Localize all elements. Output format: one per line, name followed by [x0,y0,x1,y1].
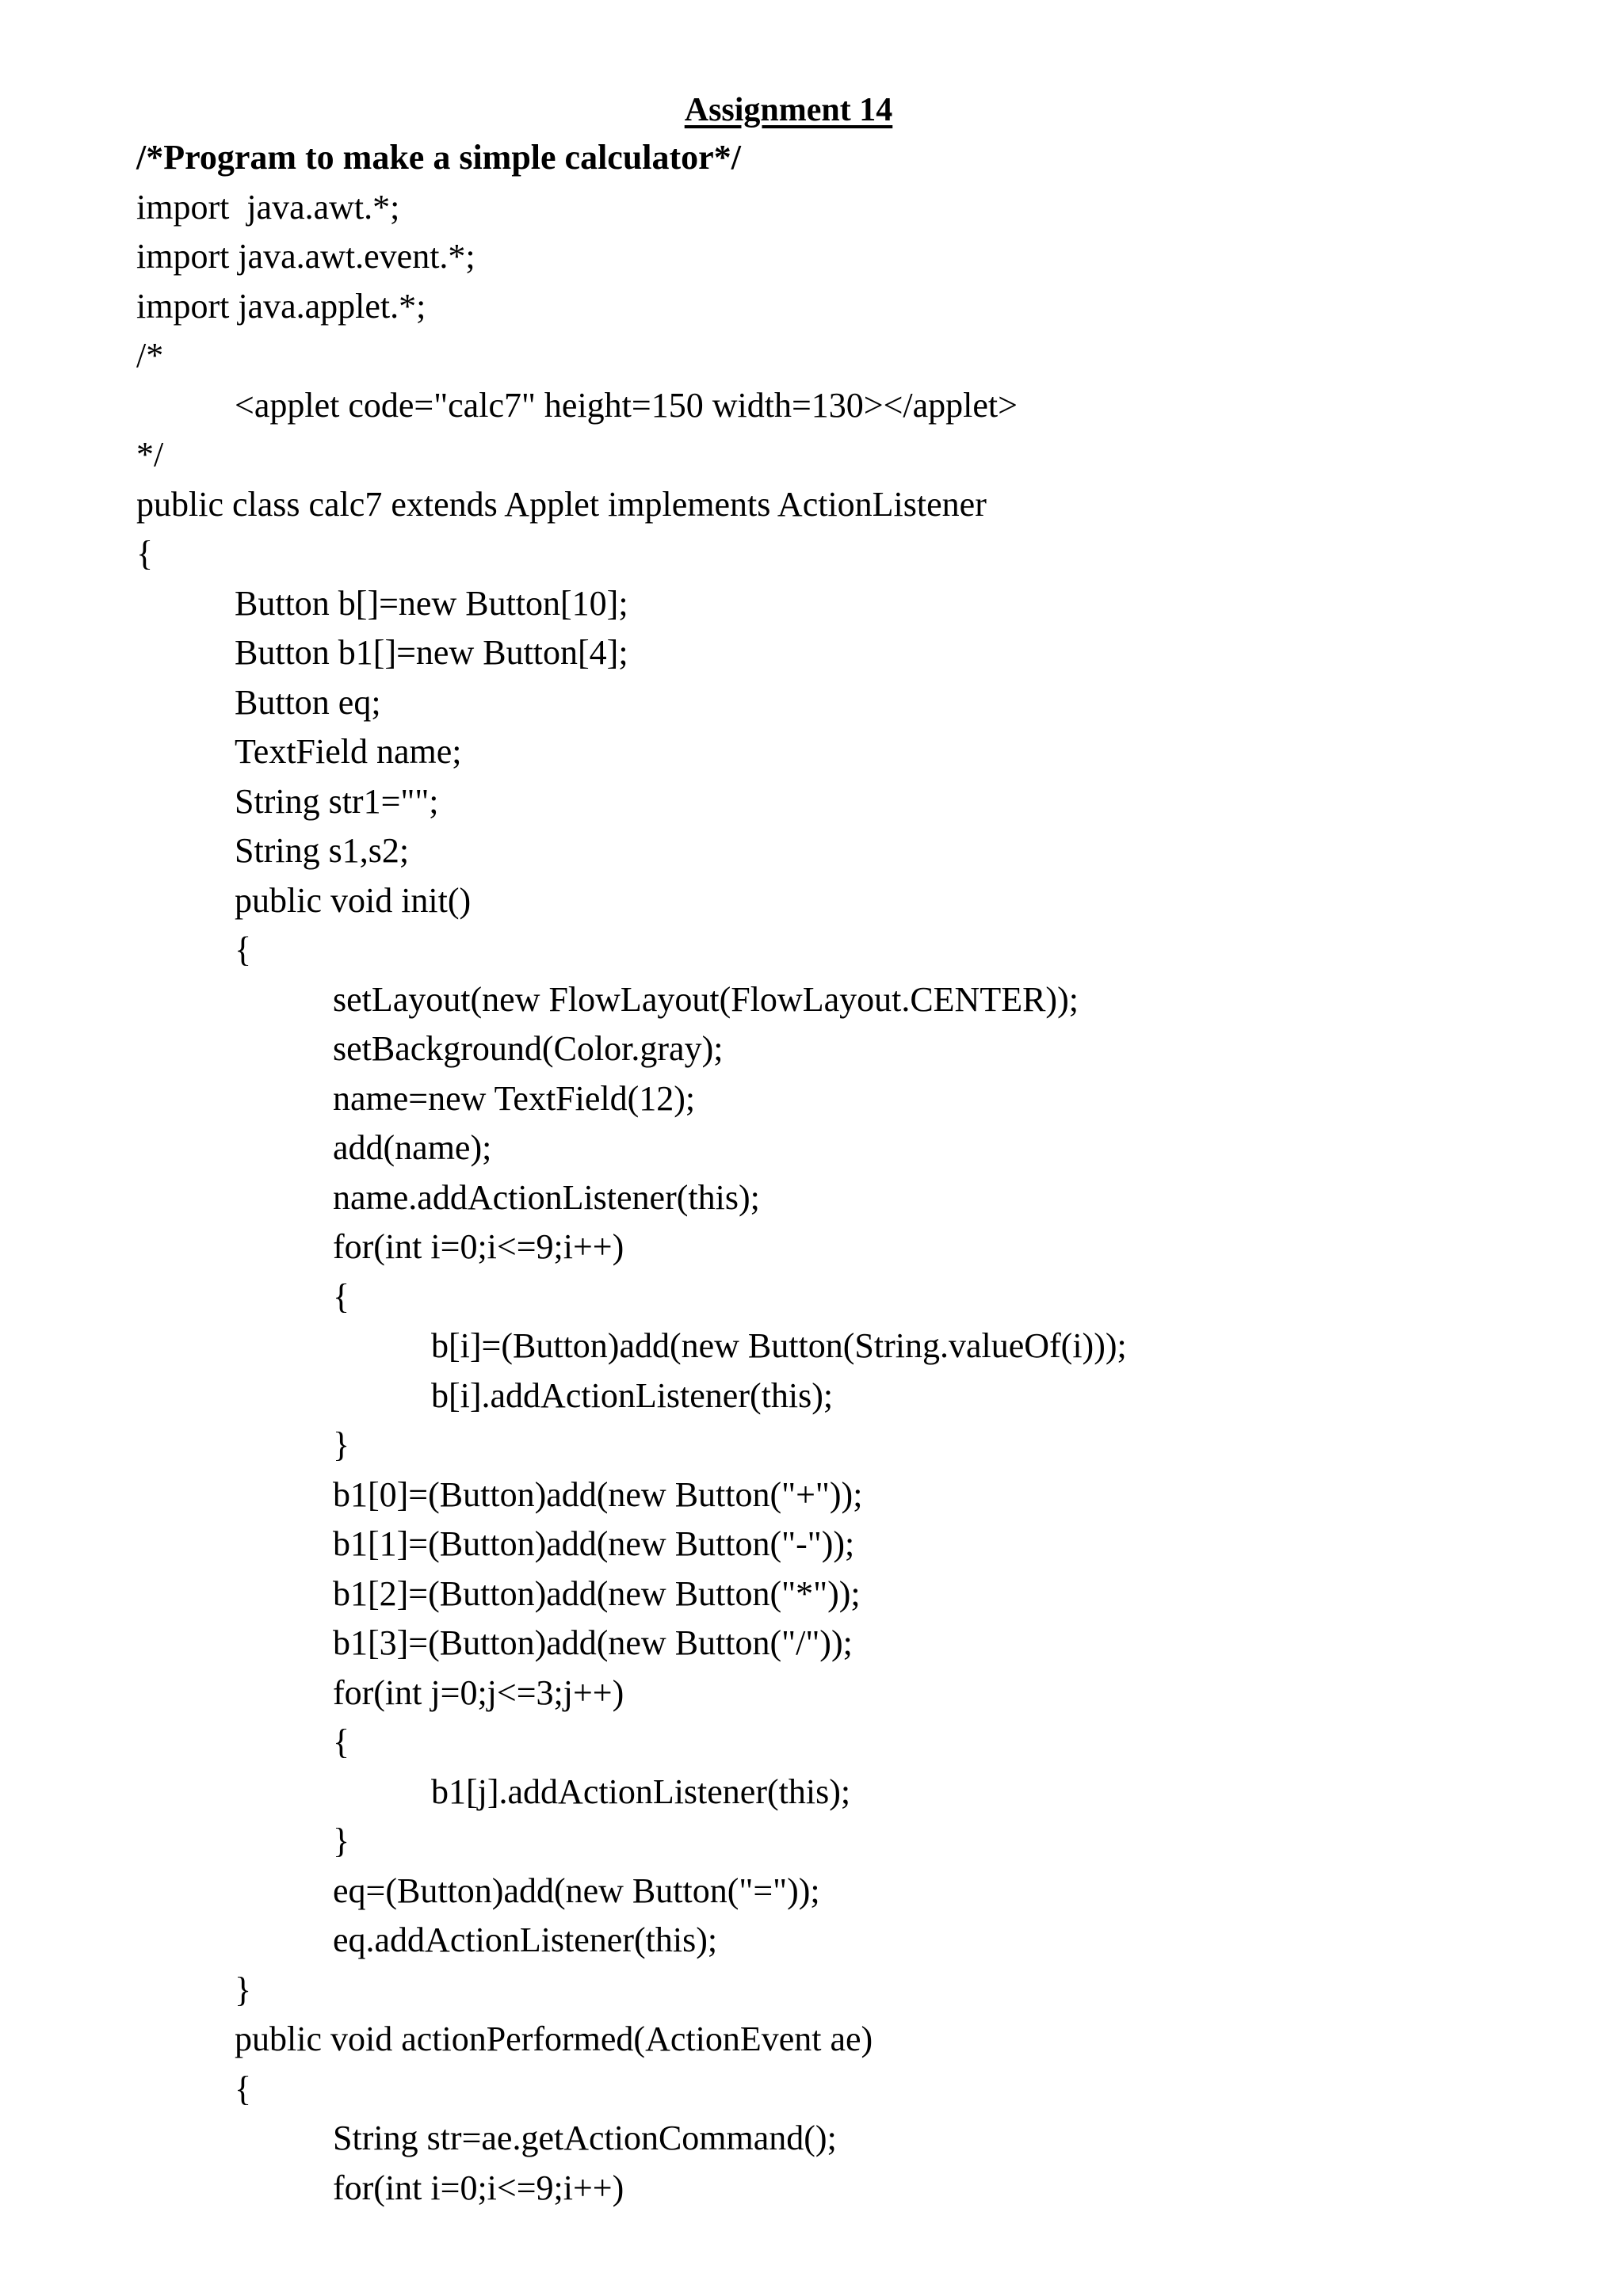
code-line: { [333,1276,350,1316]
code-line: b1[1]=(Button)add(new Button("-")); [333,1524,855,1563]
code-line: String s1,s2; [235,831,410,870]
code-line: eq=(Button)add(new Button("=")); [333,1871,820,1910]
code-line: } [235,1970,252,2009]
code-line: Button eq; [235,682,381,722]
page-title: Assignment 14 [684,92,893,128]
code-line: { [333,1722,350,1761]
code-line: for(int j=0;j<=3;j++) [333,1672,624,1712]
code-line: String str1=""; [235,781,439,821]
code-line: import java.awt.event.*; [136,237,475,276]
code-line: } [333,1425,350,1464]
code-line: public void init() [235,880,472,920]
code-line: { [235,2069,252,2108]
code-line: import java.applet.*; [136,286,426,326]
code-line: b1[2]=(Button)add(new Button("*")); [333,1573,861,1613]
code-line: Button b1[]=new Button[4]; [235,633,628,672]
code-line: /* [136,336,164,375]
code-line: name.addActionListener(this); [333,1177,760,1217]
code-line: { [136,534,154,573]
code-line: setBackground(Color.gray); [333,1029,724,1068]
code-line: b1[0]=(Button)add(new Button("+")); [333,1474,863,1514]
code-line: public class calc7 extends Applet implements ActionListener [136,484,987,524]
code-line: for(int i=0;i<=9;i++) [333,2168,624,2207]
code-line: { [235,930,252,969]
code-line: b[i]=(Button)add(new Button(String.valueOf(i))); [431,1326,1127,1365]
code-line: for(int i=0;i<=9;i++) [333,1227,624,1266]
code-line: b[i].addActionListener(this); [431,1375,834,1415]
code-listing [136,133,1579,2213]
code-line: name=new TextField(12); [333,1078,696,1118]
code-line: */ [136,435,164,474]
code-line: setLayout(new FlowLayout(FlowLayout.CENTER)); [333,979,1079,1019]
code-line: Button b[]=new Button[10]; [235,583,628,623]
heading-comment: /*Program to make a simple calculator*/ [136,138,741,177]
code-line: b1[j].addActionListener(this); [431,1772,851,1811]
code-line: String str=ae.getActionCommand(); [333,2119,837,2157]
code-line: eq.addActionListener(this); [333,1920,718,1959]
code-line: add(name); [333,1128,492,1167]
code-line: b1[3]=(Button)add(new Button("/")); [333,1623,853,1662]
code-line: <applet code="calc7" height=150 width=130></applet> [235,385,1018,425]
code-line: public void actionPerformed(ActionEvent ae) [235,2019,873,2058]
code-line: import java.awt.*; [136,187,400,227]
code-line: } [333,1821,350,1860]
code-line: TextField name; [235,732,462,771]
